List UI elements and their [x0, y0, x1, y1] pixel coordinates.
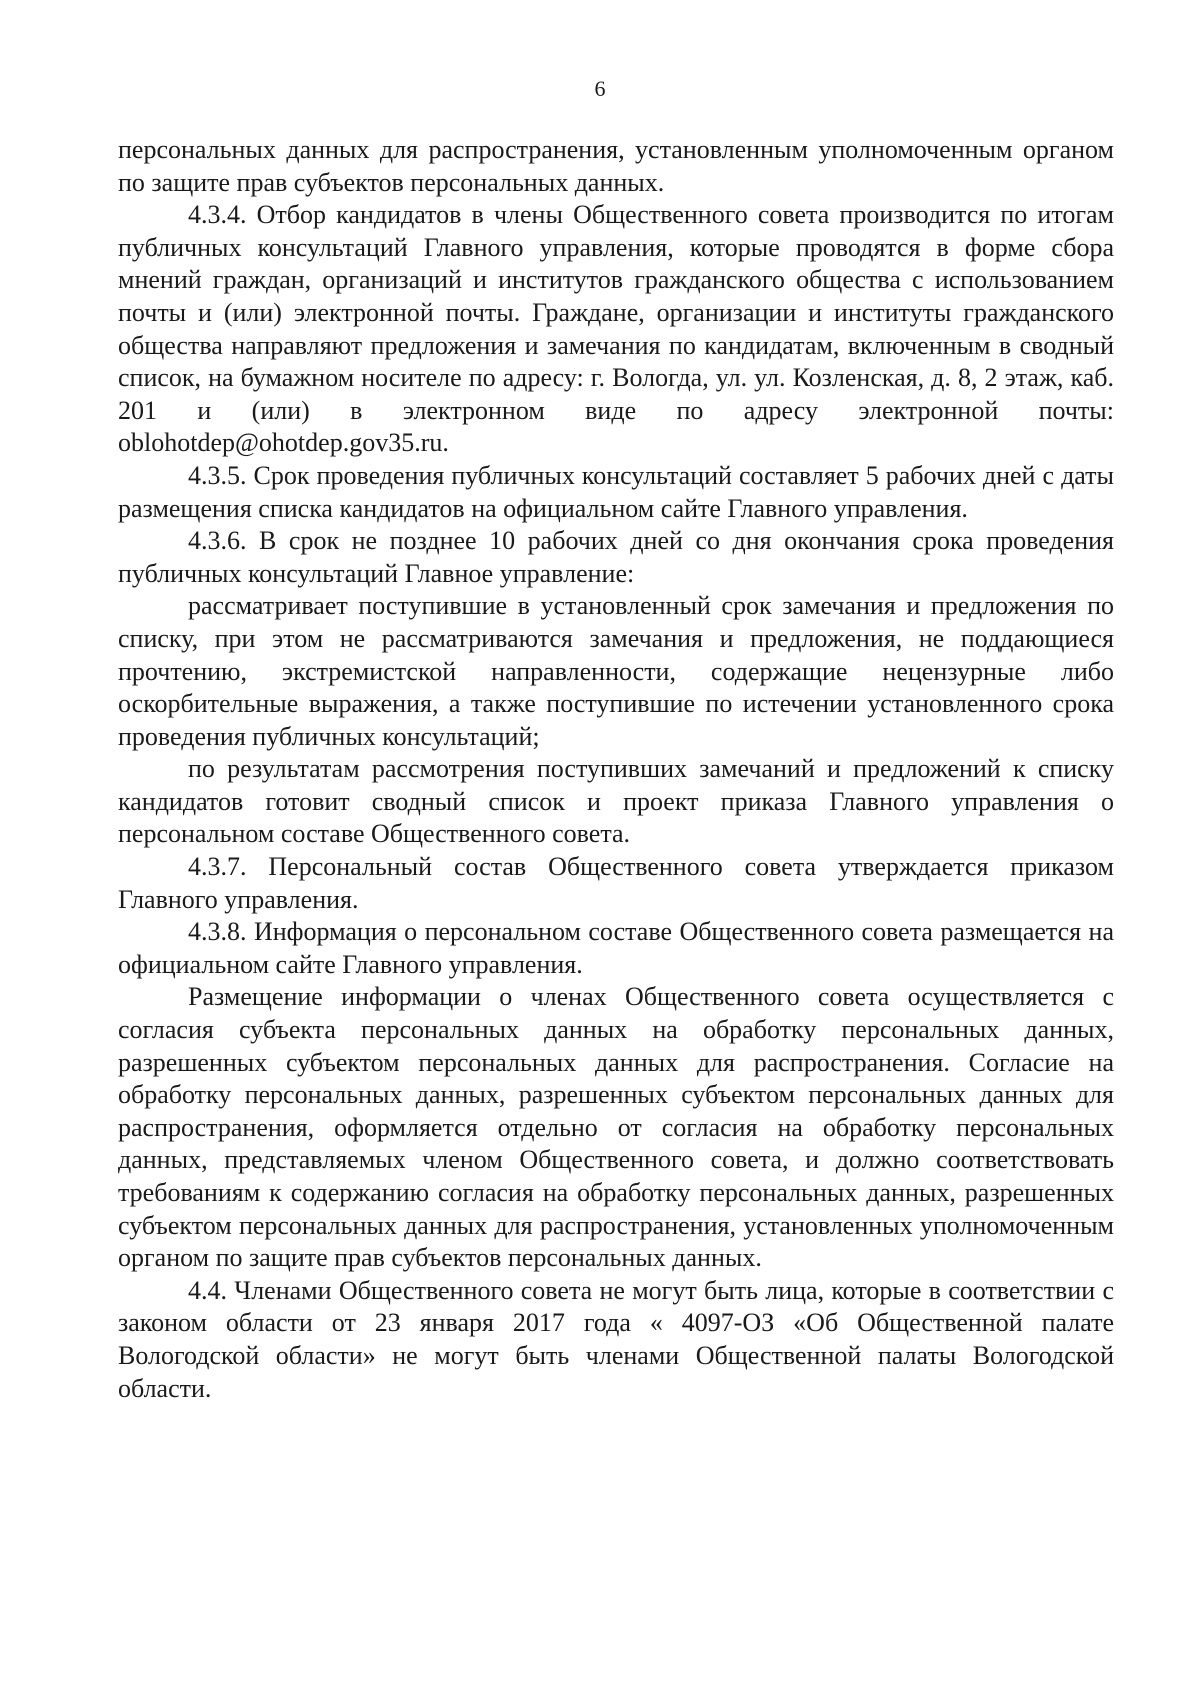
- paragraph-4-3-6-item-prepare: по результатам рассмотрения поступивших замечаний и предложений к списку кандидатов готовит сводный список и проект приказа Главного управления о персональном составе Общественного совета.: [118, 754, 1114, 849]
- paragraph-4-3-8: 4.3.8. Информация о персональном составе Общественного совета размещается на официальном сайте Главного управления.: [118, 917, 1114, 979]
- paragraph-4-3-8-consent: Размещение информации о членах Общественного совета осуществляется с согласия субъекта персональных данных на обработку персональных данных, разрешенных субъектом персональных данных для распространения. Согласие на обработку персональных данных, разрешенных субъектом персональных данных для распространения, оформляется отдельно от согласия на обработку персональных данных, представляемых членом Общественного совета, и должно соответствовать требованиям к содержанию согласия на обработку персональных данных, разрешенных субъектом персональных данных для распространения, установленных уполномоченным органом по защите прав субъектов персональных данных.: [118, 982, 1114, 1273]
- paragraph-4-3-6-item-review: рассматривает поступившие в установленный срок замечания и предложения по списку, при этом не рассматриваются замечания и предложения, не поддающиеся прочтению, экстремистской направленности, содержащие нецензурные либо оскорбительные выражения, а также поступившие по истечении установленного срока проведения публичных консультаций;: [118, 591, 1114, 751]
- document-body: [118, 134, 1114, 1405]
- paragraph-4-3-4: 4.3.4. Отбор кандидатов в члены Общественного совета производится по итогам публичных консультаций Главного управления, которые проводятся в форме сбора мнений граждан, организаций и институтов гражданского общества с использованием почты и (или) электронной почты. Граждане, организации и институты гражданского общества направляют предложения и замечания по кандидатам, включенным в сводный список, на бумажном носителе по адресу: г. Вологда, ул. ул. Козленская, д. 8, 2 этаж, каб. 201 и (или) в электронном виде по адресу электронной почты: oblohotdep@ohotdep.gov35.ru.: [118, 200, 1114, 458]
- page-number: 6: [594, 76, 606, 101]
- paragraph-4-3-7: 4.3.7. Персональный состав Общественного совета утверждается приказом Главного управления.: [118, 852, 1114, 914]
- paragraph-4-4: 4.4. Членами Общественного совета не могут быть лица, которые в соответствии с законом области от 23 января 2017 года « 4097-ОЗ «Об Общественной палате Вологодской области» не могут быть членами Общественной палаты Вологодской области.: [118, 1275, 1114, 1403]
- paragraph-continuation: персональных данных для распространения, установленным уполномоченным органом по защите прав субъектов персональных данных.: [118, 135, 1114, 197]
- paragraph-4-3-6: 4.3.6. В срок не позднее 10 рабочих дней со дня окончания срока проведения публичных консультаций Главное управление:: [118, 526, 1114, 588]
- paragraph-4-3-5: 4.3.5. Срок проведения публичных консультаций составляет 5 рабочих дней с даты размещения списка кандидатов на официальном сайте Главного управления.: [118, 460, 1114, 523]
